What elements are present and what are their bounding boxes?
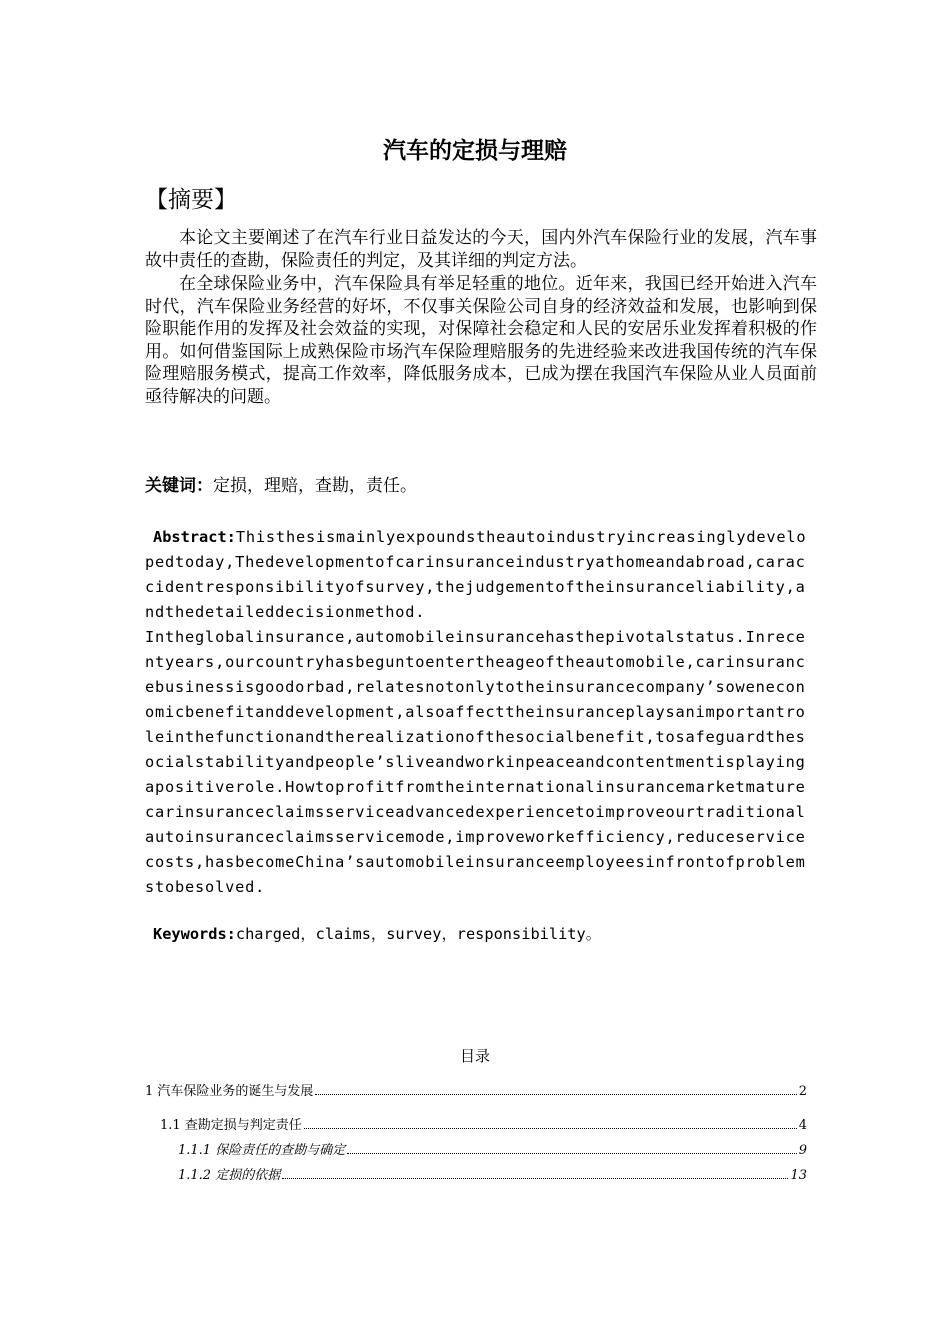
keywords-cn-text: 定损，理赔，查勘，责任。: [213, 476, 417, 496]
abstract-en-text-1: Thisthesismainlyexpoundstheautoindustryincreasinglydevelopedtoday,Thedevelopmentofcarinsuranceindustryathomeandabroad,caraccidentresponsibilityofsurvey,thejudgementoftheinsuranceliability,andthedetaileddecisionmethod.: [145, 528, 807, 621]
abstract-en-paragraph-2: Intheglobalinsurance,automobileinsurancehasthepivotalstatus.Inrecentyears,ourcountryhasbeguntoentertheageoftheautomobile,carinsurancebusinessisgoodorbad,relatesnotonlytotheinsurancecompany’soweneconomicbenefitanddevelopment,alsoaffecttheinsuranceplaysanimportantroleinthefunctionandtherealizationofthesocialbenefit,tosafeguardthesocialstabilityandpeople’sliveandworkinpeaceandcontentmentisplayingapositiverole.Howtoprofitfromtheinternationalinsurancemarketmaturecarinsuranceclaimsserviceadvancedexperiencetoimproveourtraditionalautoinsuranceclaimsservicemode,improveworkefficiency,reduceservicecosts,hasbecomeChina’sautomobileinsuranceemployeesinfrontofproblemstobesolved.: [145, 628, 806, 896]
abstract-en-paragraph-1: [145, 525, 810, 625]
toc-leader-dots: [282, 1177, 788, 1179]
toc-entry[interactable]: [178, 1142, 807, 1160]
toc-entry-page: 4: [798, 1118, 807, 1133]
toc-entry-text: 1.1 查勘定损与判定责任: [160, 1118, 302, 1133]
abstract-en-label: Abstract:: [153, 528, 236, 546]
abstract-heading: 【摘要】: [145, 187, 237, 213]
keywords-en-text: charged，claims，survey，responsibility。: [235, 925, 601, 943]
keywords-en-label: Keywords:: [153, 925, 236, 943]
toc-leader-dots: [347, 1152, 797, 1154]
abstract-cn-paragraph-1: 本论文主要阐述了在汽车行业日益发达的今天，国内外汽车保险行业的发展，汽车事故中责任的查勘，保险责任的判定，及其详细的判定方法。: [145, 228, 817, 271]
toc-entry-page: 2: [798, 1084, 807, 1099]
abstract-cn-paragraph-2: 在全球保险业务中，汽车保险具有举足轻重的地位。近年来，我国已经开始进入汽车时代，汽车保险业务经营的好坏，不仅事关保险公司自身的经济效益和发展，也影响到保险职能作用的发挥及社会效益的实现，对保障社会稳定和人民的安居乐业发挥着积极的作用。如何借鉴国际上成熟保险市场汽车保险理赔服务的先进经验来改进我国传统的汽车保险理赔服务模式，提高工作效率，降低服务成本，已成为摆在我国汽车保险从业人员面前亟待解决的问题。: [145, 274, 817, 407]
toc-leader-dots: [304, 1127, 797, 1129]
toc-entry[interactable]: [160, 1117, 807, 1135]
abstract-en: [145, 525, 810, 900]
keywords-cn: [145, 474, 417, 498]
document-title: 汽车的定损与理赔: [383, 138, 567, 164]
toc-entry-text: 1 汽车保险业务的诞生与发展: [145, 1084, 314, 1099]
toc-entry[interactable]: [178, 1167, 807, 1185]
keywords-cn-label: 关键词：: [145, 476, 213, 496]
toc-entry[interactable]: [145, 1083, 807, 1101]
toc-entry-text: 1.1.1 保险责任的查勘与确定: [178, 1143, 346, 1158]
toc-entry-page: 9: [798, 1143, 807, 1158]
toc-title: 目录: [459, 1047, 490, 1065]
keywords-en: [153, 922, 601, 947]
toc-leader-dots: [315, 1093, 796, 1095]
toc-entry-text: 1.1.2 定损的依据: [178, 1168, 281, 1183]
toc-entry-page: 13: [790, 1168, 807, 1183]
